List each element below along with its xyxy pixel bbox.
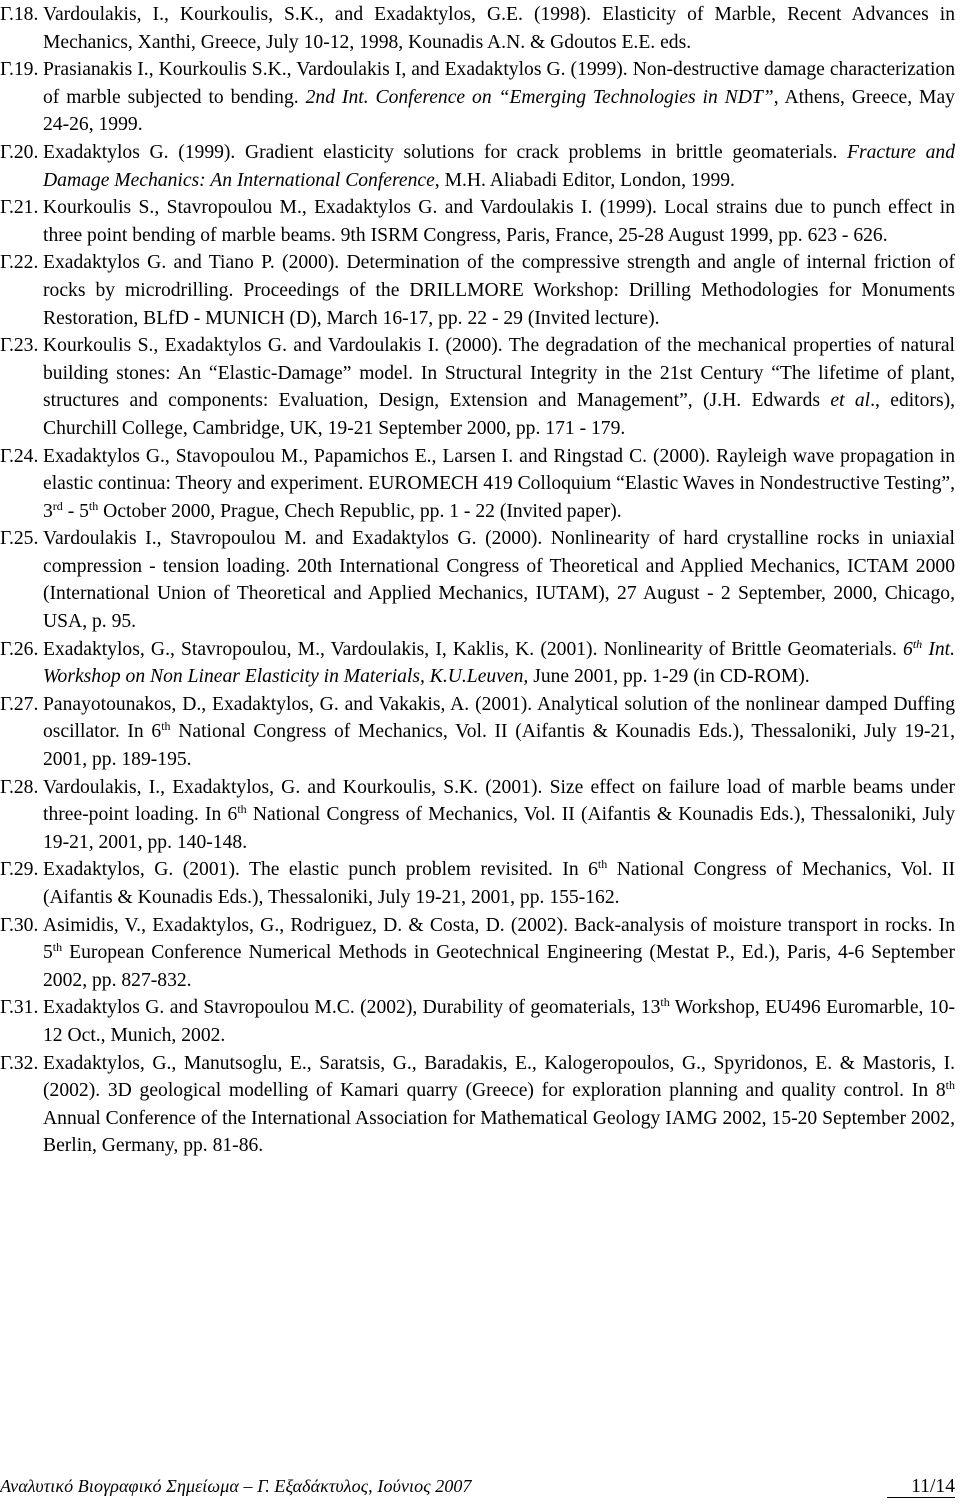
reference-text bbox=[43, 59, 955, 135]
reference-text-italic: 2nd Int. Conference on “Emerging Technologies in NDT” bbox=[305, 86, 774, 108]
reference-text-run: Exadaktylos G. and Tiano P. (2000). Determination of the compressive strength and angle of internal friction of rocks by microdrilling. Proceedings of the DRILLMORE Workshop: Drilling Methodologies for Monuments Restoration, BLfD - MUNICH (D), March 16-17, pp. 22 - 29 (Invited lecture). bbox=[43, 252, 955, 329]
reference-text-run: June 2001, pp. 1-29 (in CD-ROM). bbox=[528, 666, 810, 688]
reference-text-run: - 5 bbox=[62, 500, 89, 522]
reference-text-superscript: rd bbox=[52, 498, 63, 513]
reference-number: Γ.19. bbox=[0, 59, 39, 81]
reference-text-run: Exadaktylos G. (1999). Gradient elasticity solutions for crack problems in brittle geomaterials. bbox=[43, 141, 848, 163]
reference-text-run: Exadaktylos G. and Stavropoulou M.C. (2002), Durability of geomaterials, 13 bbox=[43, 997, 661, 1019]
reference-number: Γ.26. bbox=[0, 638, 39, 660]
reference-entry bbox=[0, 525, 955, 635]
reference-entry bbox=[0, 443, 955, 526]
reference-entry bbox=[0, 1050, 955, 1160]
reference-text-run: Workshop, EU496 Euromarble, 10-12 Oct., Munich, 2002. bbox=[43, 997, 955, 1046]
reference-entry bbox=[0, 249, 955, 332]
reference-text-run: Vardoulakis, I., Kourkoulis, S.K., and Exadaktylos, G.E. (1998). Elasticity of Marble, Recent Advances in Mechanics, Xanthi, Greece, July 10-12, 1998, Kounadis A.N. & Gdoutos E.E. eds. bbox=[43, 4, 955, 53]
reference-text-italic: et al bbox=[830, 390, 871, 412]
reference-text bbox=[43, 142, 955, 191]
reference-entry bbox=[0, 332, 955, 442]
reference-text bbox=[43, 446, 955, 522]
reference-entry bbox=[0, 1, 955, 56]
reference-text bbox=[43, 4, 955, 53]
reference-number: Γ.18. bbox=[0, 4, 39, 25]
reference-text bbox=[43, 252, 955, 328]
reference-text-run: Exadaktylos, G., Stavropoulou, M., Vardoulakis, I, Kaklis, K. (2001). Nonlinearity of Brittle Geomaterials. bbox=[43, 638, 904, 660]
reference-text bbox=[43, 335, 955, 439]
reference-entry bbox=[0, 856, 955, 911]
reference-text-run: Annual Conference of the International Association for Mathematical Geology IAMG 2002, 15-20 September 2002, Berlin, Germany, pp. 81-86. bbox=[43, 1107, 955, 1157]
reference-text-italic: 6 bbox=[903, 638, 913, 660]
reference-number: Γ.28. bbox=[0, 776, 39, 798]
reference-text-run: National Congress of Mechanics, Vol. II (Aifantis & Kounadis Eds.), Thessaloniki, July 19-21, 2001, pp. 189-195. bbox=[43, 721, 955, 771]
reference-entry bbox=[0, 912, 955, 995]
reference-text-superscript: th bbox=[161, 719, 171, 734]
reference-text-run: Asimidis, V., Exadaktylos, G., Rodriguez, D. & Costa, D. (2002). Back-analysis of moisture transport in rocks. In 5 bbox=[43, 914, 955, 964]
reference-text-run: European Conference Numerical Methods in Geotechnical Engineering (Mestat P., Ed.), Paris, 4-6 September 2002, pp. 827-832. bbox=[43, 942, 955, 991]
reference-text bbox=[43, 997, 955, 1046]
reference-number: Γ.23. bbox=[0, 335, 39, 357]
reference-text-run: , Athens, Greece, May 24-26, 1999. bbox=[43, 86, 955, 136]
reference-text bbox=[43, 915, 955, 991]
reference-text-italic: Fracture and Damage Mechanics: An International Conference bbox=[43, 141, 955, 191]
reference-entry bbox=[0, 56, 955, 139]
reference-entry bbox=[0, 774, 955, 857]
reference-text-superscript: th bbox=[237, 802, 247, 817]
reference-text-run: National Congress of Mechanics, Vol. II (Aifantis & Kounadis Eds.), Thessaloniki, July 19-21, 2001, pp. 140-148. bbox=[43, 804, 955, 853]
reference-entry bbox=[0, 691, 955, 774]
page-number: 11/14 bbox=[911, 1476, 955, 1497]
footer-title: Αναλυτικό Βιογραφικό Σημείωμα – Γ. Εξαδάκτυλος, Ιούνιος 2007 bbox=[0, 1476, 472, 1496]
reference-number: Γ.24. bbox=[0, 445, 39, 467]
reference-number: Γ.32. bbox=[0, 1052, 39, 1074]
reference-text bbox=[43, 777, 955, 853]
reference-text bbox=[43, 528, 955, 632]
page-footer bbox=[0, 1466, 955, 1502]
reference-text-run: Exadaktylos, G. (2001). The elastic punch problem revisited. In 6 bbox=[43, 859, 598, 881]
reference-list bbox=[0, 1, 955, 1160]
reference-entry bbox=[0, 139, 955, 194]
footer-rule bbox=[887, 1497, 955, 1498]
reference-text-superscript: th bbox=[597, 857, 608, 872]
reference-entry bbox=[0, 194, 955, 249]
reference-text-run: Vardoulakis I., Stavropoulou M. and Exadaktylos G. (2000). Nonlinearity of hard crystalline rocks in uniaxial compression - tension loading. 20th International Congress of Theoretical and Applied Mechanics, ICTAM 2000 (International Union of Theoretical and Applied Mechanics, IUTAM), 27 August - 2 September, 2000, Chicago, USA, p. 95. bbox=[43, 528, 955, 633]
reference-text-run: ., editors), Churchill College, Cambridge, UK, 19-21 September 2000, pp. 171 - 179. bbox=[43, 390, 955, 439]
reference-entry bbox=[0, 636, 955, 691]
reference-text-superscript: th bbox=[88, 498, 99, 513]
reference-number: Γ.31. bbox=[0, 997, 39, 1019]
reference-text-run: Vardoulakis, I., Exadaktylos, G. and Kourkoulis, S.K. (2001). Size effect on failure load of marble beams under three-point loading. In 6 bbox=[43, 776, 955, 826]
reference-number: Γ.27. bbox=[0, 693, 39, 715]
reference-number: Γ.20. bbox=[0, 141, 39, 163]
reference-text bbox=[43, 636, 955, 688]
reference-text-run: Kourkoulis S., Exadaktylos G. and Vardoulakis I. (2000). The degradation of the mechanical properties of natural building stones: An “Elastic-Damage” model. In Structural Integrity in the 21st Century “The lifetime of plant, structures and components: Evaluation, Design, Extension and Management”, (J.H. Edwards bbox=[43, 335, 955, 412]
reference-text-superscript: th bbox=[52, 940, 63, 955]
reference-text-run: National Congress of Mechanics, Vol. II (Aifantis & Kounadis Eds.), Thessaloniki, July 19-21, 2001, pp. 155-162. bbox=[43, 859, 955, 908]
reference-number: Γ.25. bbox=[0, 528, 39, 550]
reference-text-italic: Int. Workshop on Non Linear Elasticity in Materials, K.U.Leuven, bbox=[43, 638, 955, 688]
reference-number: Γ.21. bbox=[0, 197, 39, 219]
reference-text-superscript: th bbox=[945, 1078, 955, 1093]
reference-text bbox=[43, 859, 955, 908]
reference-text-superscript: th bbox=[912, 636, 923, 651]
reference-entry bbox=[0, 994, 955, 1049]
reference-text-run: Kourkoulis S., Stavropoulou M., Exadaktylos G. and Vardoulakis I. (1999). Local strains due to punch effect in three point bending of marble beams. 9th ISRM Congress, Paris, France, 25-28 August 1999, pp. 623 - 626. bbox=[43, 197, 955, 246]
reference-text bbox=[43, 197, 955, 246]
reference-text bbox=[43, 1053, 955, 1157]
reference-text bbox=[43, 694, 955, 770]
reference-text-superscript: th bbox=[660, 995, 670, 1010]
reference-text-run: Exadaktylos G., Stavopoulou M., Papamichos E., Larsen I. and Ringstad C. (2000). Rayleigh wave propagation in elastic continua: Theory and experiment. EUROMECH 419 Colloquium “Elastic Waves in Nondestructive Testing”, 3 bbox=[43, 445, 955, 522]
reference-text-run: October 2000, Prague, Chech Republic, pp. 1 - 22 (Invited paper). bbox=[98, 500, 622, 522]
reference-number: Γ.30. bbox=[0, 914, 39, 936]
reference-number: Γ.29. bbox=[0, 859, 39, 881]
reference-text-run: Prasianakis I., Kourkoulis S.K., Vardoulakis I, and Exadaktylos G. (1999). Non-destructive damage characterization of marble subjected to bending. bbox=[43, 59, 955, 108]
reference-text-run: , M.H. Aliabadi Editor, London, 1999. bbox=[434, 169, 735, 191]
reference-number: Γ.22. bbox=[0, 252, 39, 274]
reference-text-run: Panayotounakos, D., Exadaktylos, G. and Vakakis, A. (2001). Analytical solution of the nonlinear damped Duffing oscillator. In 6 bbox=[43, 693, 955, 743]
reference-text-run: Exadaktylos, G., Manutsoglu, E., Saratsis, G., Baradakis, E., Kalogeropoulos, G., Spyridonos, E. & Mastoris, I. (2002). 3D geological modelling of Kamari quarry (Greece) for exploration planning and quality control. In 8 bbox=[43, 1052, 955, 1102]
